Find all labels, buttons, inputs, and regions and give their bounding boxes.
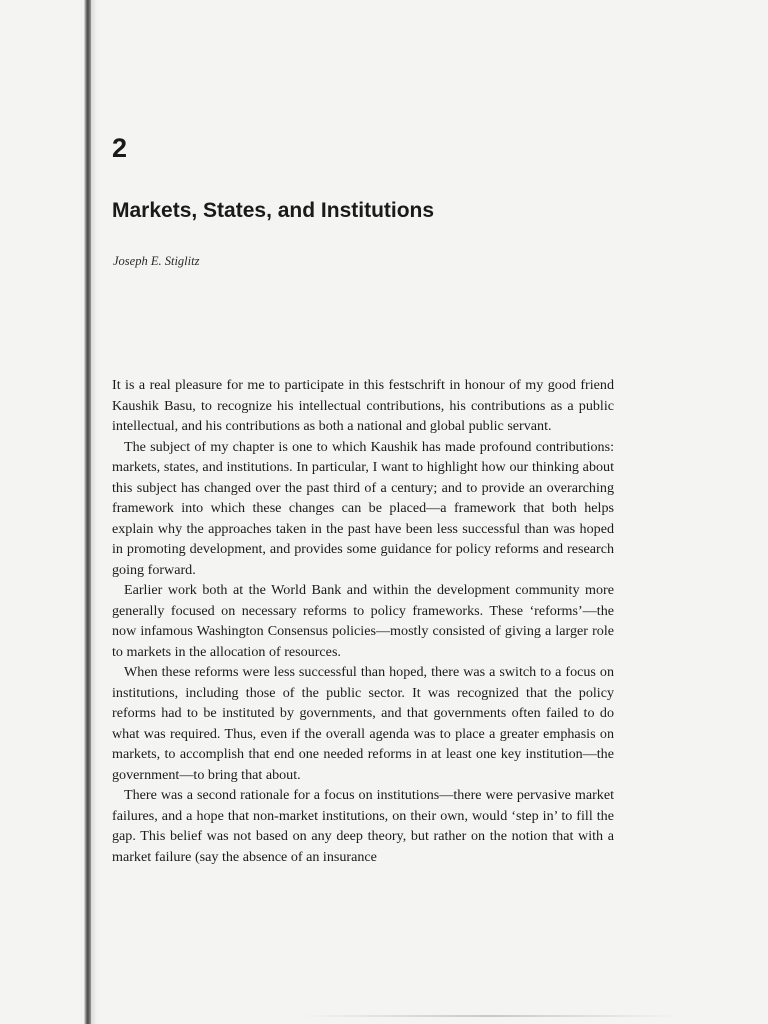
chapter-author: Joseph E. Stiglitz <box>113 254 200 268</box>
chapter-number: 2 <box>112 133 128 163</box>
paragraph-4: When these reforms were less successful than hoped, there was a switch to a focus on institutions, including those of the public sector. It was recognized that the policy reforms had to be instituted by governments, and that governments often failed to do what was required. Thus, even if the overall agenda was to place a greater emphasis on markets, to accomplish that end one needed reforms in at least one key institution—the government—to bring that about. <box>112 664 614 783</box>
paragraph-3: Earlier work both at the World Bank and within the development community more generally focused on necessary reforms to policy frameworks. These ‘reforms’—the now infamous Washington Consensus policies—mostly consisted of giving a larger role to markets in the allocation of resources. <box>112 582 614 660</box>
paragraph-1: It is a real pleasure for me to participate in this festschrift in honour of my good friend Kaushik Basu, to recognize his intellectual contributions, his contributions as a public intellectual, and his contributions as both a national and global public servant. <box>112 377 614 434</box>
paragraph-5: There was a second rationale for a focus on institutions—there were pervasive market failures, and a hope that non-market institutions, on their own, would ‘step in’ to fill the gap. This belief was not based on any deep theory, but rather on the notion that with a market failure (say the absence of an insurance <box>112 787 614 865</box>
gutter-shadow <box>91 0 97 1024</box>
page-bottom-edge <box>300 1015 680 1017</box>
book-spine-shadow <box>84 0 91 1024</box>
chapter-title: Markets, States, and Institutions <box>112 199 435 222</box>
paragraph-2: The subject of my chapter is one to which Kaushik has made profound contributions: markets, states, and institutions. In particular, I want to highlight how our thinking about this subject has changed over the past third of a century; and to provide an overarching framework into which these changes can be placed—a framework that both helps explain why the approaches taken in the past have been less successful than was hoped in promoting development, and provides some guidance for policy reforms and research going forward. <box>112 438 614 578</box>
chapter-body <box>112 375 614 867</box>
